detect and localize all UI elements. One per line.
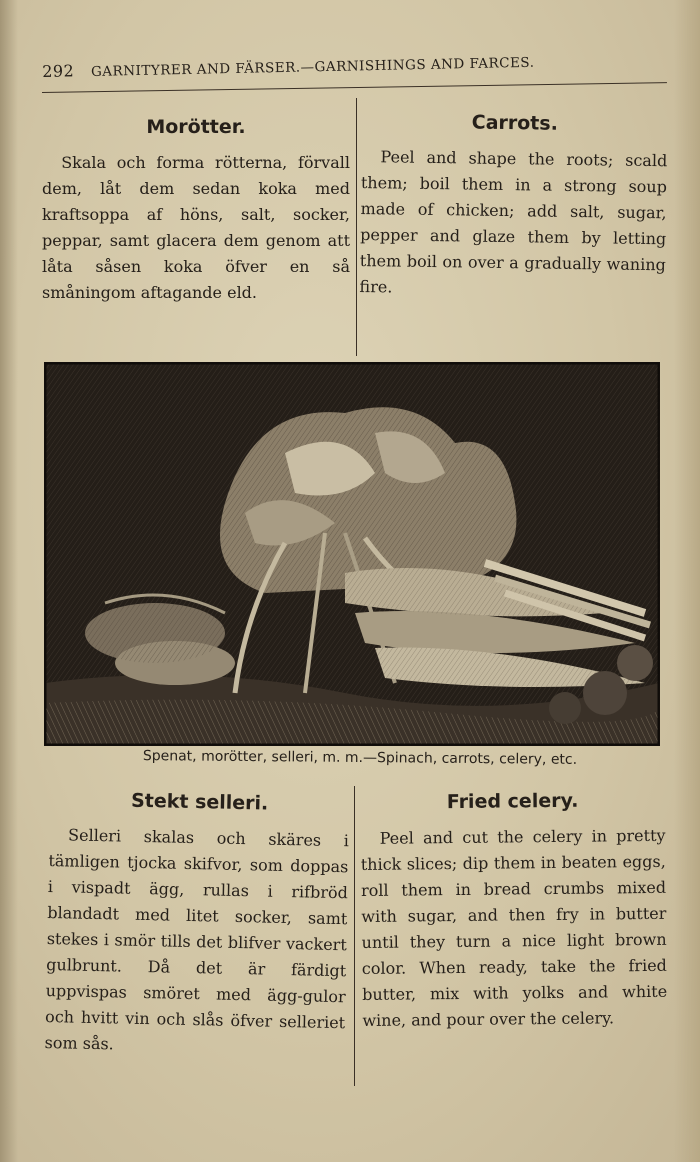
english-celery-section: [360, 787, 668, 1034]
section-title: Stekt selleri.: [130, 789, 269, 815]
vegetable-engraving-image: [45, 363, 659, 745]
section-body: Skala och forma rötterna, förvall dem, låt dem sedan koka med kraftsoppa af höns, salt, socker, peppar, samt glacera dem genom att låta såsen koka öfver en så småningom aftagande eld.: [42, 153, 350, 302]
column-divider-bottom: [354, 786, 355, 1086]
vegetable-engraving: [44, 362, 660, 746]
page-number: 292: [42, 61, 75, 81]
swedish-carrots-section: [42, 114, 350, 306]
section-title: Fried celery.: [446, 789, 579, 814]
running-title: GARNITYRER AND FÄRSER.—GARNISHINGS AND FARCES.: [90, 54, 535, 80]
english-carrots-section: [359, 108, 668, 304]
header-rule: [42, 82, 667, 93]
section-body: Peel and cut the celery in pretty thick slices; dip them in beaten eggs, roll them in bread crumbs mixed with sugar, and then fry in butter until they turn a nice light brown color. When ready, take the fried butter, mix with yolks and white wine, and pour over the celery.: [360, 825, 668, 1030]
section-body: Peel and shape the roots; scald them; boil them in a strong soup made of chicken; add salt, sugar, pepper and glaze them by letting them boil on over a gradually waning fire.: [359, 147, 668, 297]
illustration-caption: Spenat, morötter, selleri, m. m.—Spinach, carrots, celery, etc.: [142, 748, 578, 768]
section-title: Carrots.: [471, 111, 559, 135]
column-divider-top: [356, 98, 357, 356]
section-body: Selleri skalas och skäres i tämligen tjocka skifvor, som doppas i vispadt ägg, rullas i rifbröd blandadt med litet socker, samt stekes i smör tills det blifver vackert gulbrunt. Då det är färdigt uppvispas smöret med ägg-gulor och hvitt vin och slås öfver selleriet som sås.: [44, 825, 350, 1054]
section-title: Morötter.: [146, 116, 246, 138]
page-header: [42, 50, 612, 81]
swedish-celery-section: [44, 786, 350, 1062]
